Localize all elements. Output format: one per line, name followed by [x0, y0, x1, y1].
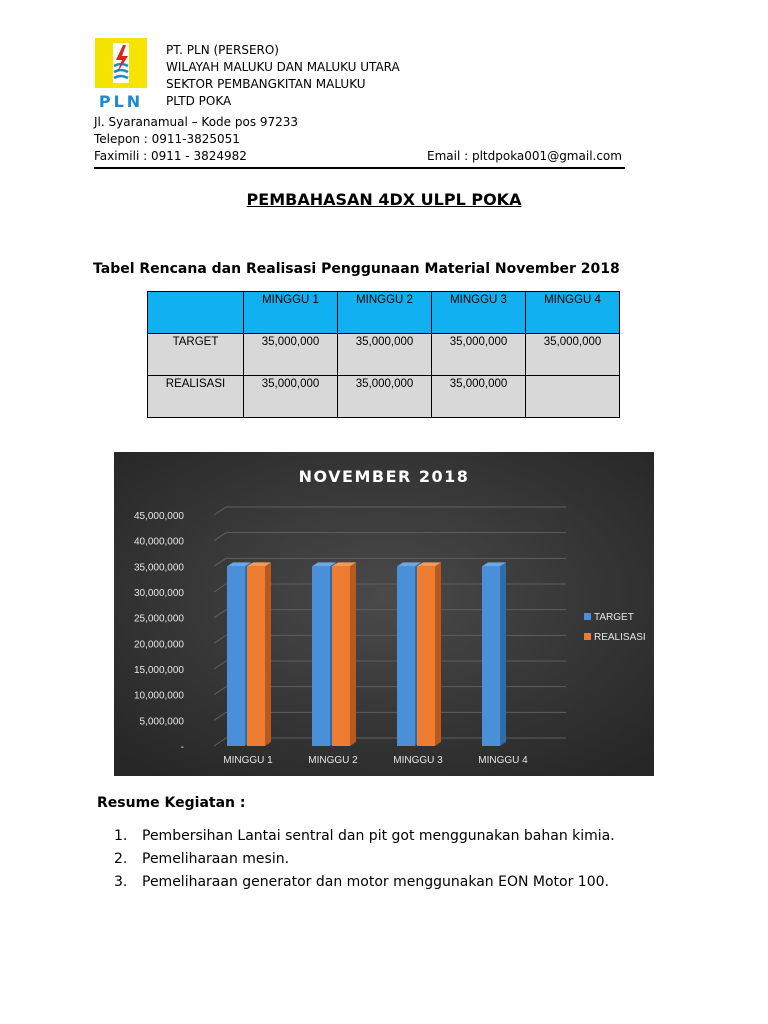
table-header-cell: MINGGU 4: [526, 292, 620, 334]
chart-background: [114, 452, 654, 776]
legend-swatch: [584, 633, 591, 640]
y-tick-label: 25,000,000: [133, 613, 184, 625]
table-caption: Tabel Rencana dan Realisasi Penggunaan Material November 2018: [93, 261, 620, 277]
y-tick-label: -: [180, 742, 184, 753]
fax: Faximili : 0911 - 3824982: [94, 149, 247, 163]
table-cell: 35,000,000: [432, 334, 526, 376]
bar: [482, 566, 500, 746]
x-tick-label: MINGGU 2: [308, 755, 358, 766]
legend-label: TARGET: [594, 612, 634, 623]
y-tick-label: 20,000,000: [133, 639, 184, 651]
bar: [417, 566, 435, 746]
resume-list: [114, 825, 615, 894]
list-item-number: 3.: [114, 874, 128, 890]
material-table: [147, 291, 620, 418]
logo-text: PLN: [98, 92, 144, 110]
legend-label: REALISASI: [594, 632, 646, 643]
bar: [332, 566, 350, 746]
bar-side: [350, 562, 356, 746]
list-item: [114, 848, 615, 871]
y-tick-label: 15,000,000: [133, 665, 184, 676]
table-cell: 35,000,000: [244, 334, 338, 376]
chart-container: [114, 452, 654, 776]
org-line: PT. PLN (PERSERO): [166, 43, 279, 57]
list-item-text: Pembersihan Lantai sentral dan pit got menggunakan bahan kimia.: [142, 828, 615, 844]
table-cell: TARGET: [148, 334, 244, 376]
table-header-cell: MINGGU 1: [244, 292, 338, 334]
table-cell: 35,000,000: [432, 376, 526, 418]
list-item: [114, 825, 615, 848]
bar-side: [435, 562, 441, 746]
table-header-row: [148, 292, 620, 334]
list-item-number: 1.: [114, 828, 128, 844]
table-header-cell: [148, 292, 244, 334]
org-line: WILAYAH MALUKU DAN MALUKU UTARA: [166, 60, 400, 74]
list-item-text: Pemeliharaan mesin.: [142, 851, 290, 867]
org-line: SEKTOR PEMBANGKITAN MALUKU: [166, 77, 366, 91]
email: Email : pltdpoka001@gmail.com: [427, 149, 622, 163]
table-cell: 35,000,000: [338, 334, 432, 376]
list-item: [114, 871, 615, 894]
bar-chart: [114, 452, 654, 776]
pln-logo: [95, 38, 147, 110]
chart-title: NOVEMBER 2018: [298, 467, 470, 486]
document-title: PEMBAHASAN 4DX ULPL POKA: [246, 190, 522, 209]
y-tick-label: 5,000,000: [139, 716, 184, 728]
y-tick-label: 30,000,000: [133, 588, 184, 599]
org-line: PLTD POKA: [166, 94, 232, 108]
bar: [312, 566, 330, 746]
bar: [247, 566, 265, 746]
list-item-number: 2.: [114, 851, 128, 867]
bar-side: [500, 562, 506, 746]
table-cell: 35,000,000: [526, 334, 620, 376]
table-row: [148, 334, 620, 376]
bar: [227, 566, 245, 746]
list-item-text: Pemeliharaan generator dan motor menggunakan EON Motor 100.: [142, 874, 609, 890]
organization-block: [166, 42, 400, 110]
pln-lightning-icon: [95, 38, 147, 110]
contact-block: [94, 114, 624, 165]
address: Jl. Syaranamual – Kode pos 97233: [94, 115, 299, 129]
table-header-cell: MINGGU 2: [338, 292, 432, 334]
x-tick-label: MINGGU 3: [393, 755, 443, 766]
resume-title: Resume Kegiatan :: [97, 795, 246, 811]
y-tick-label: 35,000,000: [133, 562, 184, 574]
x-tick-label: MINGGU 4: [478, 755, 528, 766]
y-tick-label: 40,000,000: [133, 536, 184, 548]
bar-side: [265, 562, 271, 746]
y-tick-label: 45,000,000: [133, 511, 184, 522]
header-divider: [94, 167, 625, 169]
phone: Telepon : 0911-3825051: [94, 132, 240, 146]
bar: [397, 566, 415, 746]
table-row: [148, 376, 620, 418]
table-header-cell: MINGGU 3: [432, 292, 526, 334]
table-cell: [526, 376, 620, 418]
table-cell: 35,000,000: [244, 376, 338, 418]
table-cell: REALISASI: [148, 376, 244, 418]
y-tick-label: 10,000,000: [133, 690, 184, 702]
x-tick-label: MINGGU 1: [223, 755, 273, 766]
legend-swatch: [584, 613, 591, 620]
table-cell: 35,000,000: [338, 376, 432, 418]
